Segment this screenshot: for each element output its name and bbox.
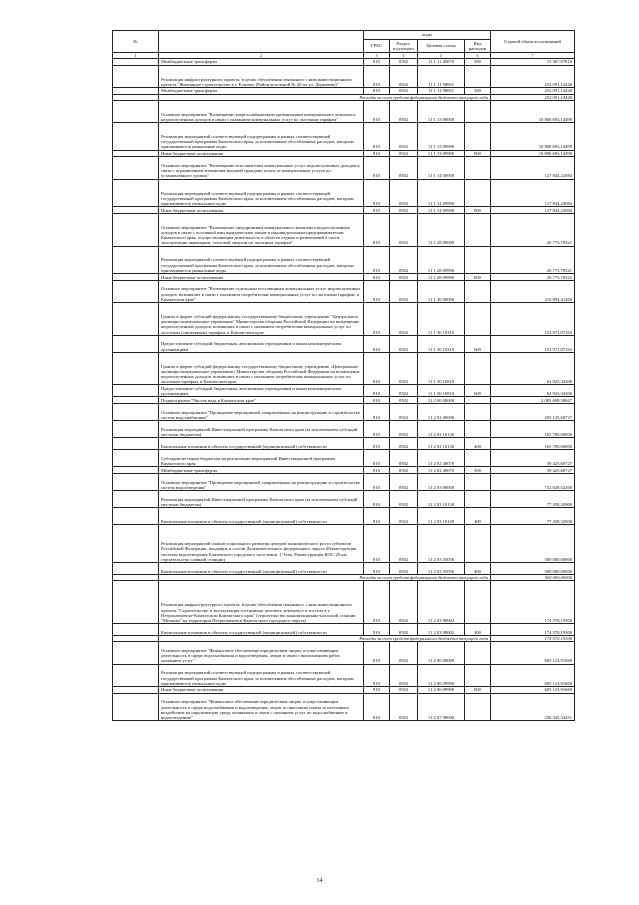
row-name: Капитальные вложения в объекты государственной (муниципальной) собственности — [159, 438, 364, 450]
row-number-cell — [113, 508, 159, 525]
row-number-cell — [113, 624, 159, 636]
row-number-cell — [113, 563, 159, 575]
row-grbs: 810 — [364, 563, 390, 575]
header-grbs: ГРБС — [364, 40, 390, 53]
row-razdel: 0502 — [390, 59, 418, 66]
row-razdel: 0502 — [390, 280, 418, 302]
row-grbs: 810 — [364, 123, 390, 151]
row-amount: 205 125,60727 — [491, 404, 575, 421]
row-amount: 605 123,91669 — [491, 686, 575, 693]
row-number-cell — [113, 686, 159, 693]
row-name: Капитальные вложения в объекты государственной (муниципальной) собственности — [159, 624, 364, 636]
row-amount: 153 971,07163 — [491, 335, 575, 352]
table-row — [113, 450, 575, 467]
row-amount: 10 800 693,14499 — [491, 100, 575, 122]
row-name: Основное мероприятие "Проведение мероприятий, направленных на реконструкцию и строительство систем водоотведения" — [159, 473, 364, 490]
row-name: Основное мероприятие "Возмещение отдельным поставщикам коммунальных услуг недополученных доходов, возникших в связи с оказанием потребителям коммунальных услуг по льготным тарифам, в Камчатском крае" — [159, 280, 364, 302]
column-number: 1 — [113, 53, 159, 59]
row-expense-type: 800 — [465, 274, 491, 281]
row-number-cell — [113, 642, 159, 664]
row-name: Межбюджетные трансферты — [159, 59, 364, 66]
row-razdel: 0502 — [390, 686, 418, 693]
row-number-cell — [113, 397, 159, 404]
row-expense-type — [465, 397, 491, 404]
row-amount: 20 775,70321 — [491, 274, 575, 281]
table-row — [113, 213, 575, 246]
row-target-article: 11 2 03 00000 — [418, 473, 465, 490]
header-number: № — [113, 31, 159, 53]
row-target-article: 11 2 03 10130 — [418, 508, 465, 525]
row-amount: 252 091,14440 — [491, 94, 575, 100]
row-grbs: 810 — [364, 335, 390, 352]
row-target-article: 11 1 30 10310 — [418, 335, 465, 352]
row-razdel: 0502 — [390, 624, 418, 636]
row-target-article: 11 2 03 98002 — [418, 581, 465, 624]
row-name: Основное мероприятие "Проведение мероприятий, направленных на реконструкцию и строительство систем водоснабжения" — [159, 404, 364, 421]
row-target-article: 11 1 11 98001 — [418, 87, 465, 94]
row-grbs: 810 — [364, 352, 390, 385]
row-number-cell — [113, 473, 159, 490]
row-grbs: 810 — [364, 664, 390, 686]
row-name: Реализация мероприятий соответствующей подпрограммы в рамках соответствующей государственной программы Камчатского края, за исключением обособленных расходов, которым присваиваются уникальные коды — [159, 179, 364, 207]
row-amount: 252 091,14440 — [491, 87, 575, 94]
header-codes: коды — [364, 31, 491, 40]
table-row — [113, 179, 575, 207]
row-grbs: 810 — [364, 581, 390, 624]
row-grbs: 810 — [364, 397, 390, 404]
table-row — [113, 563, 575, 575]
row-name: Основное мероприятие "Возмещение энергоснабжающим организациям коммунального комплекса недополученных доходов в связи с оказанием коммунальных услуг по льготным тарифам" — [159, 100, 364, 122]
row-number-cell — [113, 274, 159, 281]
row-target-article: 11 1 30 10810 — [418, 352, 465, 385]
row-expense-type — [465, 352, 491, 385]
table-row — [113, 642, 575, 664]
row-number-cell — [113, 421, 159, 438]
row-razdel: 0502 — [390, 157, 418, 179]
row-number-cell — [113, 179, 159, 207]
row-number-cell — [113, 525, 159, 563]
row-razdel: 0502 — [390, 246, 418, 274]
row-number-cell — [113, 693, 159, 721]
row-expense-type: 400 — [465, 438, 491, 450]
row-target-article: 11 1 13 00000 — [418, 100, 465, 122]
row-number-cell — [113, 664, 159, 686]
row-name: Реализация инфраструктурного проекта, в целях обеспечения связанного с ним инвестиционного проекта "Строительство и эксплуатация гостинично-делового комплекса и хостела в г. Петропавловске-Камчатском Камчатского края" (строительство канализационно-насосной станции "Механка" на территории Петропавловск-Камчатского городского округа) — [159, 581, 364, 624]
row-razdel: 0502 — [390, 642, 418, 664]
budget-document — [112, 30, 574, 721]
table-row — [113, 404, 575, 421]
row-razdel: 0502 — [390, 563, 418, 575]
table-row — [113, 150, 575, 157]
budget-table — [112, 30, 575, 721]
table-row — [113, 664, 575, 686]
row-amount: 62 923,34306 — [491, 352, 575, 385]
row-grbs: 810 — [364, 100, 390, 122]
row-name: Предоставление субсидий бюджетным, автономным учреждениям и иным некоммерческим организациям — [159, 335, 364, 352]
table-row — [113, 508, 575, 525]
row-expense-type — [465, 450, 491, 467]
row-expense-type — [465, 246, 491, 274]
row-expense-type — [465, 157, 491, 179]
row-target-article: 11 1 14 09990 — [418, 207, 465, 214]
row-grbs: 810 — [364, 491, 390, 508]
row-name: Основное мероприятие "Возмещение предприятиям коммунального комплекса недополученных доходов в связи с поставкой ими юридическим лицам и индивидуальным предпринимателям Камчатского края, осуществляющим деятельность в области отдыха и развлечений в части эксплуатации аквапарков, тепловой энергии по льготным тарифам" — [159, 213, 364, 246]
row-name: Реализация мероприятий Инвестиционной программы Камчатского края (за исключением субсидий местным бюджетам) — [159, 491, 364, 508]
row-number-cell — [113, 467, 159, 474]
row-name: Основное мероприятие "Финансовое обеспечение юридическим лицам, осуществляющим деятельность в сфере водоснабжения и водоотведения, затрат в связи с выполнением работ, оказанием услуг" — [159, 642, 364, 664]
row-expense-type: 400 — [465, 563, 491, 575]
row-target-article: 11 1 13 09990 — [418, 150, 465, 157]
row-razdel: 0502 — [390, 385, 418, 397]
row-razdel: 0502 — [390, 397, 418, 404]
row-amount: 174 570,19300 — [491, 581, 575, 624]
row-razdel: 0502 — [390, 179, 418, 207]
row-expense-type — [465, 693, 491, 721]
row-grbs: 810 — [364, 87, 390, 94]
header-amount: Годовой объем ассигнований — [491, 31, 575, 53]
table-row — [113, 491, 575, 508]
row-razdel: 0502 — [390, 213, 418, 246]
row-number-cell — [113, 352, 159, 385]
row-expense-type — [465, 280, 491, 302]
row-amount: 500 000,00000 — [491, 525, 575, 563]
row-razdel: 0502 — [390, 467, 418, 474]
row-target-article: 11 1 30 10310 — [418, 303, 465, 336]
row-amount: 216 894,41469 — [491, 280, 575, 302]
row-number-cell — [113, 157, 159, 179]
table-row — [113, 87, 575, 94]
row-target-article: 11 2 06 09990 — [418, 686, 465, 693]
row-number-cell — [113, 335, 159, 352]
row-grbs: 810 — [364, 642, 390, 664]
row-expense-type — [465, 421, 491, 438]
table-row — [113, 473, 575, 490]
row-number-cell — [113, 450, 159, 467]
row-name: Реализация мероприятий соответствующей подпрограммы в рамках соответствующей государственной программы Камчатского края, за исключением обособленных расходов, которым присваиваются уникальные коды — [159, 246, 364, 274]
row-razdel: 0502 — [390, 450, 418, 467]
row-note: Расходы за счет средств федерального бюджета текущего года — [159, 574, 491, 580]
table-row — [113, 274, 575, 281]
row-expense-type — [465, 179, 491, 207]
header-celevaya: Целевая статья — [418, 40, 465, 53]
row-grbs: 810 — [364, 274, 390, 281]
row-target-article: 11 2 03 55056 — [418, 563, 465, 575]
row-grbs: 810 — [364, 59, 390, 66]
row-number-cell — [113, 404, 159, 421]
row-target-article: 11 1 30 10810 — [418, 385, 465, 397]
row-expense-type — [465, 100, 491, 122]
row-expense-type — [465, 123, 491, 151]
row-razdel: 0502 — [390, 123, 418, 151]
row-amount: 500 000,00000 — [491, 574, 575, 580]
table-row — [113, 100, 575, 122]
row-grbs: 810 — [364, 303, 390, 336]
row-name: Реализация мероприятий соответствующей подпрограммы в рамках соответствующей государственной программы Камчатского края, за исключением обособленных расходов, которым присваиваются уникальные коды — [159, 123, 364, 151]
table-row — [113, 693, 575, 721]
row-expense-type — [465, 473, 491, 490]
table-row — [113, 123, 575, 151]
table-row — [113, 335, 575, 352]
row-name: Капитальные вложения в объекты государственной (муниципальной) собственности — [159, 508, 364, 525]
row-target-article: 11 2 03 55056 — [418, 525, 465, 563]
row-grbs: 810 — [364, 150, 390, 157]
row-note: Расходы за счет средств федерального бюджета текущего года — [159, 94, 491, 100]
row-grbs: 810 — [364, 508, 390, 525]
row-razdel: 0502 — [390, 693, 418, 721]
row-amount: 174 570,19300 — [491, 636, 575, 642]
row-number-cell — [113, 87, 159, 94]
row-target-article: 11 2 02 00000 — [418, 404, 465, 421]
row-name: Иные бюджетные ассигнования — [159, 150, 364, 157]
row-amount: 127 844,22084 — [491, 179, 575, 207]
row-grbs: 810 — [364, 207, 390, 214]
column-number: 3 — [364, 53, 390, 59]
row-number-cell — [113, 280, 159, 302]
row-target-article: 11 1 14 09990 — [418, 179, 465, 207]
row-grbs: 810 — [364, 179, 390, 207]
row-amount: 62 923,34306 — [491, 385, 575, 397]
row-amount: 236 345,54451 — [491, 693, 575, 721]
row-amount: 165 700,00000 — [491, 421, 575, 438]
row-expense-type — [465, 213, 491, 246]
row-name: Межбюджетные трансферты — [159, 467, 364, 474]
row-number-cell — [113, 59, 159, 66]
row-amount: 252 091,14440 — [491, 65, 575, 87]
column-number: 4 — [390, 53, 418, 59]
table-row — [113, 421, 575, 438]
row-amount: 20 775,70321 — [491, 246, 575, 274]
table-row — [113, 280, 575, 302]
table-row — [113, 59, 575, 66]
row-razdel: 0502 — [390, 87, 418, 94]
row-grbs: 810 — [364, 525, 390, 563]
row-grbs: 810 — [364, 65, 390, 87]
row-razdel: 0502 — [390, 404, 418, 421]
row-number-cell — [113, 438, 159, 450]
row-grbs: 810 — [364, 404, 390, 421]
row-target-article: 11 1 11 98001 — [418, 65, 465, 87]
row-name: Субсидии местным бюджетам на реализацию мероприятий Инвестиционной программы Камчатского края — [159, 450, 364, 467]
row-name: Иные бюджетные ассигнования — [159, 207, 364, 214]
row-target-article: 11 2 03 10130 — [418, 491, 465, 508]
row-number-cell — [113, 150, 159, 157]
column-number: 7 — [491, 53, 575, 59]
row-grbs: 810 — [364, 213, 390, 246]
row-target-article: 11 1 11 40070 — [418, 59, 465, 66]
table-row — [113, 438, 575, 450]
row-name: Основное мероприятие "Финансовое обеспечение юридическим лицам, осуществляющим деятельность в сфере водоснабжения и водоотведения, затрат по внесению платы за негативное воздействие на окружающую среду, возникших в связи с оказанием услуг по водоснабжению и водоотведению" — [159, 693, 364, 721]
row-expense-type — [465, 525, 491, 563]
row-name: Подпрограмма "Чистая вода в Камчатском крае" — [159, 397, 364, 404]
row-amount: 77 458,32900 — [491, 508, 575, 525]
table-row — [113, 352, 575, 385]
row-name: Реализация мероприятий соответствующей подпрограммы в рамках соответствующей государственной программы Камчатского края, за исключением обособленных расходов, которым присваиваются уникальные коды — [159, 664, 364, 686]
row-razdel: 0502 — [390, 664, 418, 686]
table-row — [113, 157, 575, 179]
row-target-article: 11 2 00 00000 — [418, 397, 465, 404]
row-target-article: 11 2 02 40070 — [418, 450, 465, 467]
row-grbs: 810 — [364, 157, 390, 179]
row-razdel: 0502 — [390, 525, 418, 563]
table-row — [113, 65, 575, 87]
row-name: Гранты в форме субсидий федеральному государственному бюджетному учреждению «Центральное жилищно-коммунальное управление» Министерства обороны Российской Федерации на возмещение недополученных доходов, возникших в связи с оказанием потребителям коммунальных услуг по льготным тарифам, в Камчатском крае — [159, 352, 364, 385]
page-number: 14 — [316, 878, 323, 884]
row-razdel: 0502 — [390, 352, 418, 385]
row-expense-type: 500 — [465, 467, 491, 474]
row-amount: 605 123,91669 — [491, 642, 575, 664]
row-grbs: 810 — [364, 421, 390, 438]
row-razdel: 0502 — [390, 303, 418, 336]
row-name: Предоставление субсидий бюджетным, автономным учреждениям и иным некоммерческим организациям — [159, 385, 364, 397]
row-number-cell — [113, 65, 159, 87]
row-razdel: 0502 — [390, 335, 418, 352]
row-expense-type — [465, 664, 491, 686]
row-number-cell — [113, 491, 159, 508]
row-target-article: 11 1 28 09990 — [418, 274, 465, 281]
row-name: Иные бюджетные ассигнования — [159, 274, 364, 281]
row-razdel: 0502 — [390, 207, 418, 214]
row-target-article: 11 2 07 00000 — [418, 693, 465, 721]
row-razdel: 0502 — [390, 274, 418, 281]
row-target-article: 11 1 28 00000 — [418, 213, 465, 246]
row-amount: 39 425,60727 — [491, 467, 575, 474]
row-target-article: 11 2 06 00000 — [418, 642, 465, 664]
row-amount: 605 123,91669 — [491, 664, 575, 686]
row-note: Расходы за счет средств федерального бюджета текущего года — [159, 636, 491, 642]
row-expense-type — [465, 65, 491, 87]
row-target-article: 11 2 03 98002 — [418, 624, 465, 636]
row-number-cell — [113, 207, 159, 214]
row-amount: 15 367,07816 — [491, 59, 575, 66]
row-grbs: 810 — [364, 385, 390, 397]
row-razdel: 0502 — [390, 65, 418, 87]
table-row — [113, 303, 575, 336]
row-razdel: 0502 — [390, 473, 418, 490]
row-grbs: 810 — [364, 624, 390, 636]
row-name: Капитальные вложения в объекты государственной (муниципальной) собственности — [159, 563, 364, 575]
column-number: 5 — [418, 53, 465, 59]
row-amount: 10 800 693,14499 — [491, 150, 575, 157]
header-name — [159, 31, 364, 53]
row-expense-type — [465, 581, 491, 624]
row-number-cell — [113, 303, 159, 336]
row-number-cell — [113, 213, 159, 246]
row-amount: 174 570,19300 — [491, 624, 575, 636]
row-expense-type — [465, 303, 491, 336]
table-row — [113, 207, 575, 214]
row-target-article: 11 1 30 00000 — [418, 280, 465, 302]
row-grbs: 810 — [364, 280, 390, 302]
row-expense-type: 800 — [465, 150, 491, 157]
row-grbs: 810 — [364, 450, 390, 467]
row-expense-type — [465, 642, 491, 664]
row-amount: 39 425,60727 — [491, 450, 575, 467]
row-target-article: 11 2 06 09990 — [418, 664, 465, 686]
row-expense-type: 600 — [465, 385, 491, 397]
row-amount: 153 971,07163 — [491, 303, 575, 336]
row-number-cell — [113, 123, 159, 151]
row-amount: 165 700,00000 — [491, 438, 575, 450]
row-name: Реализация инфраструктурного проекта, в целях обеспечения связанного с ним инвестиционного проекта "Жилищное строительство в г. Елизово (Район котельной № 20 по ул. Деркачева)" — [159, 65, 364, 87]
row-target-article: 11 1 14 00000 — [418, 157, 465, 179]
row-grbs: 810 — [364, 473, 390, 490]
row-number-cell — [113, 581, 159, 624]
row-amount: 2 083 698,30047 — [491, 397, 575, 404]
row-name: Межбюджетные трансферты — [159, 87, 364, 94]
header-vid: Вид расходов — [465, 40, 491, 53]
row-amount: 77 458,32900 — [491, 491, 575, 508]
table-row — [113, 246, 575, 274]
row-expense-type: 800 — [465, 686, 491, 693]
row-amount: 127 844,22084 — [491, 157, 575, 179]
row-target-article: 11 1 28 09990 — [418, 246, 465, 274]
row-grbs: 810 — [364, 438, 390, 450]
row-target-article: 11 2 02 40070 — [418, 467, 465, 474]
row-name: Основное мероприятие "Возмещение исполнителям коммунальных услуг недополученных доходов в связи с ограничением изменения высокой граждани платы за коммунальные услуги до установленного уровня" — [159, 157, 364, 179]
row-expense-type: 600 — [465, 335, 491, 352]
table-row — [113, 525, 575, 563]
row-expense-type: 400 — [465, 508, 491, 525]
row-razdel: 0502 — [390, 438, 418, 450]
column-number: 6 — [465, 53, 491, 59]
table-row — [113, 467, 575, 474]
table-body — [113, 59, 575, 721]
row-name: Реализация мероприятий Инвестиционной программы Камчатского края (за исключением субсидий местным бюджетам) — [159, 421, 364, 438]
row-expense-type — [465, 404, 491, 421]
row-razdel: 0502 — [390, 150, 418, 157]
column-number: 2 — [159, 53, 364, 59]
row-razdel: 0502 — [390, 581, 418, 624]
row-grbs: 810 — [364, 467, 390, 474]
row-name: Реализация мероприятий планов социального развития центров экономического роста субъектов Российской Федерации, входящих в состав Дальневосточного федерального округа (Реконструкция системы водоотведения Елизовского городского поселения. 1 Этап. Реконструкция КОС-29 км, строительство сливной станции) — [159, 525, 364, 563]
row-razdel: 0502 — [390, 491, 418, 508]
row-number-cell — [113, 246, 159, 274]
header-razdel: Раздел, под-раздел — [390, 40, 418, 53]
row-expense-type: 500 — [465, 59, 491, 66]
row-number-cell — [113, 385, 159, 397]
table-row — [113, 624, 575, 636]
row-name: Гранты в форме субсидий федеральному государственному бюджетному учреждению "Центральное жилищно-коммунальное управление" Министерства обороны Российской Федерации на возмещение недополученных доходов, возникших в связи с оказанием потребителям коммунальных услуг по льготным (сниженным) тарифам, в Камчатском крае — [159, 303, 364, 336]
row-razdel: 0502 — [390, 508, 418, 525]
row-amount: 20 775,70321 — [491, 213, 575, 246]
row-amount: 127 844,22084 — [491, 207, 575, 214]
row-expense-type: 500 — [465, 87, 491, 94]
row-razdel: 0502 — [390, 100, 418, 122]
row-razdel: 0502 — [390, 421, 418, 438]
row-grbs: 810 — [364, 686, 390, 693]
row-target-article: 11 2 02 10130 — [418, 421, 465, 438]
row-amount: 500 000,00000 — [491, 563, 575, 575]
row-amount: 752 028,52200 — [491, 473, 575, 490]
row-name: Иные бюджетные ассигнования — [159, 686, 364, 693]
row-number-cell — [113, 100, 159, 122]
row-target-article: 11 2 02 10130 — [418, 438, 465, 450]
row-grbs: 810 — [364, 246, 390, 274]
row-expense-type: 400 — [465, 624, 491, 636]
table-row — [113, 397, 575, 404]
row-expense-type — [465, 491, 491, 508]
table-row — [113, 581, 575, 624]
row-target-article: 11 1 13 09990 — [418, 123, 465, 151]
table-row — [113, 385, 575, 397]
row-grbs: 810 — [364, 693, 390, 721]
table-row — [113, 686, 575, 693]
row-amount: 10 800 693,14499 — [491, 123, 575, 151]
row-expense-type: 800 — [465, 207, 491, 214]
